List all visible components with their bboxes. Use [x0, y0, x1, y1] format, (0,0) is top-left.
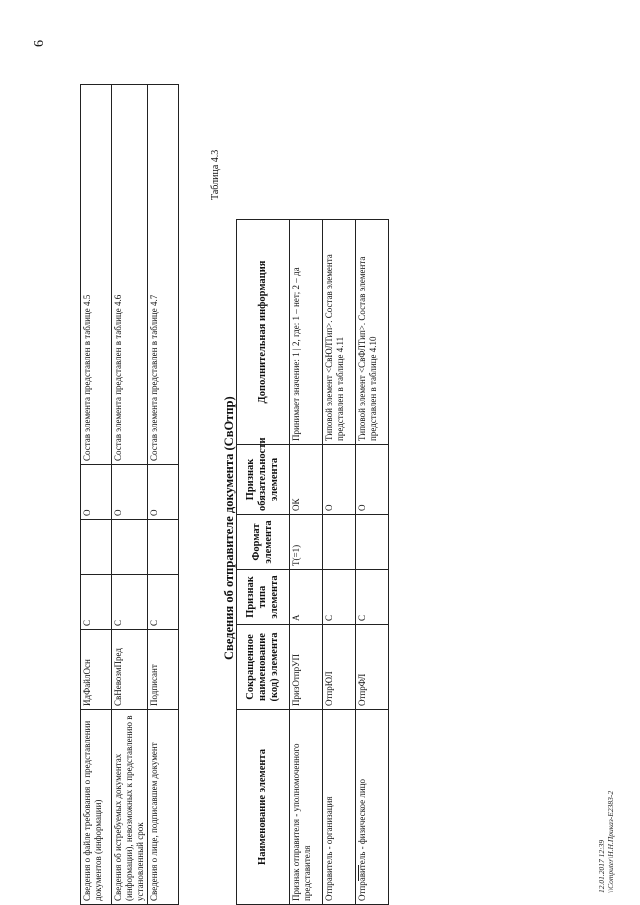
table-row	[148, 85, 179, 905]
cell-code: ИдФайлОсн	[81, 630, 112, 710]
header-type: Признак типа элемента	[237, 570, 290, 625]
cell-info: Состав элемента представлен в таблице 4.5	[81, 85, 112, 465]
cell-required: О	[148, 465, 179, 520]
stamp-path: \\Computer\Н.Н.Приказ-E2383-2	[606, 790, 615, 893]
section-title: Сведения об отправителе документа (СвОтпр)	[222, 396, 236, 660]
cell-format: T(=1)	[290, 515, 323, 570]
cell-format	[356, 515, 389, 570]
cell-type: С	[356, 570, 389, 625]
header-name: Наименование элемента	[237, 710, 290, 905]
cell-info: Типовой элемент <СвФЛТип>. Состав элемента представлен в таблице 4.10	[356, 220, 389, 445]
cell-name: Сведения о файле требования о представлении документов (информации)	[81, 710, 112, 905]
cell-name: Признак отправителя - уполномоченного представителя	[290, 710, 323, 905]
table-row	[81, 85, 112, 905]
cell-code: ОтпрЮЛ	[323, 625, 356, 710]
cell-name: Сведения о лице, подписавшем документ	[148, 710, 179, 905]
header-code: Сокращенное наименование (код) элемента	[237, 625, 290, 710]
cell-info: Принимает значение: 1 | 2, где: 1 – нет; 2 – да	[290, 220, 323, 445]
cell-name: Отправитель - организация	[323, 710, 356, 905]
table-row	[112, 85, 148, 905]
cell-type: С	[148, 575, 179, 630]
cell-format	[323, 515, 356, 570]
cell-format	[112, 520, 148, 575]
cell-format	[148, 520, 179, 575]
margin-mark	[358, 865, 359, 881]
header-required: Признак обязательности элемента	[237, 445, 290, 515]
cell-code: СвНевозмПред	[112, 630, 148, 710]
cell-name: Сведения об истребуемых документах (информации), невозможных к представлению в установленный срок	[112, 710, 148, 905]
header-format: Формат элемента	[237, 515, 290, 570]
cell-info: Типовой элемент <СвЮЛТип>. Состав элемента представлен в таблице 4.11	[323, 220, 356, 445]
cell-code: Подписант	[148, 630, 179, 710]
cell-required: ОК	[290, 445, 323, 515]
sender-info-table	[236, 219, 389, 905]
table-row	[356, 220, 389, 905]
cell-required: О	[112, 465, 148, 520]
cell-name: Отправитель - физическое лицо	[356, 710, 389, 905]
cell-required: О	[323, 445, 356, 515]
page-number: 6	[32, 40, 47, 47]
continuation-table	[80, 84, 179, 905]
cell-type: А	[290, 570, 323, 625]
cell-required: О	[356, 445, 389, 515]
cell-code: ОтпрФЛ	[356, 625, 389, 710]
table-label: Таблица 4.3	[210, 149, 221, 200]
print-stamp	[597, 791, 615, 893]
cell-format	[81, 520, 112, 575]
cell-code: ПризОтпрУП	[290, 625, 323, 710]
cell-type: С	[323, 570, 356, 625]
table-row	[323, 220, 356, 905]
cell-type: С	[81, 575, 112, 630]
cell-type: С	[112, 575, 148, 630]
cell-required: О	[81, 465, 112, 520]
cell-info: Состав элемента представлен в таблице 4.7	[148, 85, 179, 465]
cell-info: Состав элемента представлен в таблице 4.6	[112, 85, 148, 465]
table-header-row	[237, 220, 290, 905]
stamp-date: 12.01.2017 12:39	[597, 839, 606, 893]
table-row	[290, 220, 323, 905]
header-info: Дополнительная информация	[237, 220, 290, 445]
